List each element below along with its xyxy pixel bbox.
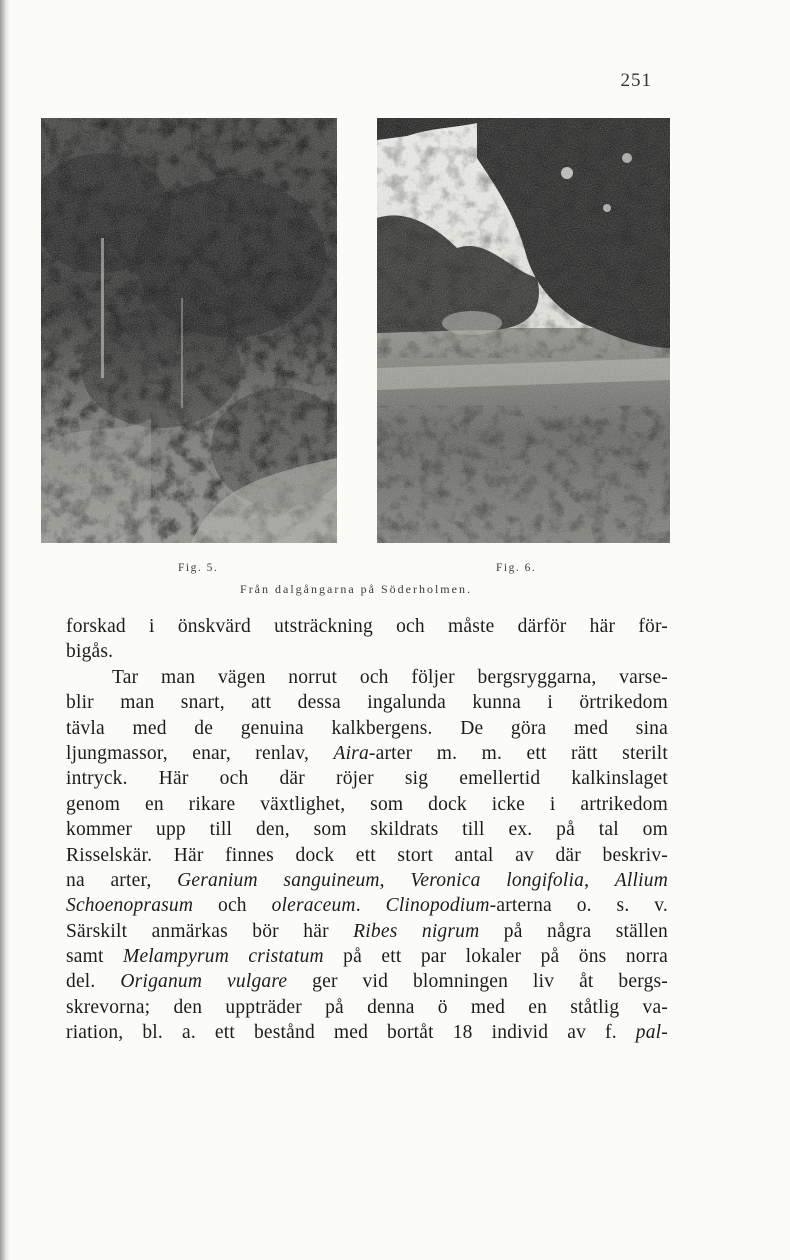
text-line xyxy=(66,969,668,994)
species-name: Allium xyxy=(614,869,668,891)
text-run: blir man snart, att dessa ingalunda kunna i örtrikedom xyxy=(66,692,668,714)
text-run: Särskilt anmärkas bör här xyxy=(66,920,354,942)
text-line xyxy=(66,944,668,969)
text-line xyxy=(66,868,668,893)
text-line xyxy=(66,690,668,715)
text-run: del. xyxy=(66,971,121,993)
species-name: Veronica longifolia xyxy=(410,869,585,891)
text-run: ger vid blomningen liv åt bergs- xyxy=(287,971,668,993)
species-name: Schoenoprasum xyxy=(66,895,194,917)
photo-fig5-woodland xyxy=(41,118,337,543)
text-line xyxy=(66,792,668,817)
species-name: pal- xyxy=(635,1022,668,1044)
text-run: Tar man vägen norrut och följer bergsryggarna, varse- xyxy=(112,666,668,688)
text-line xyxy=(66,995,668,1020)
text-line xyxy=(66,843,668,868)
text-run: tävla med de genuina kalkbergens. De göra med sina xyxy=(66,717,668,739)
text-run: skrevorna; den uppträder på denna ö med en ståtlig va- xyxy=(66,996,668,1018)
text-line xyxy=(66,919,668,944)
text-run: . xyxy=(355,895,386,917)
species-name: Origanum vulgare xyxy=(120,971,288,993)
text-line xyxy=(66,614,668,639)
text-line xyxy=(66,639,668,664)
text-run: intryck. Här och där röjer sig emellertid kalkinslaget xyxy=(66,768,668,790)
text-run: på ett par lokaler på öns norra xyxy=(323,946,668,968)
species-name: Geranium sanguineum xyxy=(177,869,380,891)
species-name: Aira xyxy=(333,742,369,764)
text-run: na arter, xyxy=(66,869,178,891)
text-line xyxy=(66,817,668,842)
body-text xyxy=(66,614,668,1046)
text-run: och xyxy=(193,895,272,917)
species-name: Melampyrum cristatum xyxy=(123,946,324,968)
text-run: Risselskär. Här finnes dock ett stort antal av där beskriv- xyxy=(66,844,668,866)
text-run: samt xyxy=(66,946,123,968)
text-run: kommer upp till den, som skildrats till ex. på tal om xyxy=(66,819,668,841)
text-run: ljungmassor, enar, renlav, xyxy=(66,742,334,764)
species-name: oleraceum xyxy=(271,895,356,917)
text-run: -arter m. m. ett rätt sterilt xyxy=(368,742,668,764)
text-line xyxy=(66,893,668,918)
figure-5-label: Fig. 5. xyxy=(178,562,219,574)
text-run: , xyxy=(584,869,615,891)
text-run: genom en rikare växtlighet, som dock icke i artrikedom xyxy=(66,793,668,815)
text-line xyxy=(66,1020,668,1045)
paragraph-2 xyxy=(66,665,668,1046)
page-edge-shadow xyxy=(0,0,10,1260)
text-line xyxy=(66,741,668,766)
text-run: forskad i önskvärd utsträckning och måste därför här för- xyxy=(66,616,668,637)
text-run: -arterna o. s. v. xyxy=(489,895,669,917)
figure-caption-text: Från dalgångarna på Söderholmen. xyxy=(240,582,472,596)
page-number: 251 xyxy=(620,70,652,91)
text-run: , xyxy=(379,869,411,891)
text-run: riation, bl. a. ett bestånd med bortåt 18 individ av f. xyxy=(66,1022,636,1044)
text-line xyxy=(66,716,668,741)
species-name: Clinopodium xyxy=(385,895,490,917)
paragraph-1 xyxy=(66,614,668,665)
figure-caption xyxy=(0,582,790,597)
text-run: på några ställen xyxy=(479,920,669,942)
text-line xyxy=(66,766,668,791)
species-name: Ribes nigrum xyxy=(353,920,480,942)
figure-6-label: Fig. 6. xyxy=(496,562,537,574)
photo-fig6-meadow xyxy=(377,118,670,543)
text-run: bigås. xyxy=(66,641,114,663)
text-line xyxy=(66,665,668,690)
